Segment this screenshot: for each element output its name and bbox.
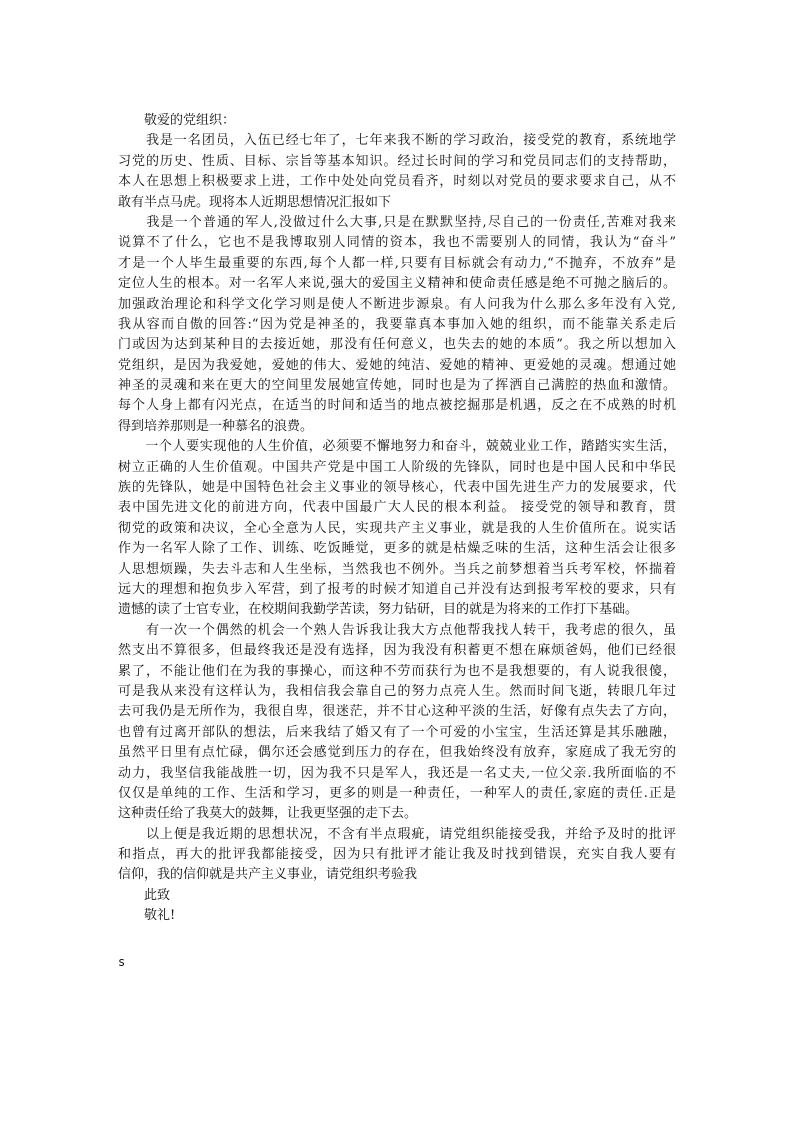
- text-line: 也曾有过离开部队的想法，后来我结了婚又有了一个可爱的小宝宝，生活还算是其乐融融，: [118, 724, 676, 740]
- text-line: 树立正确的人生价值观。中国共产党是中国工人阶级的先锋队，同时也是中国人民和中华民: [118, 459, 676, 475]
- text-line: 神圣的灵魂和来在更大的空间里发展她宣传她，同时也是为了挥洒自己满腔的热血和激情。: [118, 378, 676, 394]
- text-line: 我是一名团员，入伍已经七年了，七年来我不断的学习政治，接受党的教育，系统地学: [118, 133, 676, 149]
- text-line: 虽然平日里有点忙碌，偶尔还会感觉到压力的存在，但我始终没有放弃，家庭成了我无穷的: [118, 745, 676, 761]
- text-line: 得到培养那则是一种慕名的浪费。: [118, 418, 314, 434]
- text-line: 敢有半点马虎。现将本人近期思想情况汇报如下: [118, 194, 392, 210]
- text-line: 和指点，再大的批评我都能接受，因为只有批评才能让我及时找到错误，充实自我人要有: [118, 847, 676, 863]
- text-line: 定位人生的根本。对一名军人来说,强大的爱国主义精神和使命责任感是绝不可抛之脑后的。: [118, 276, 676, 292]
- text-line: 然支出不算很多，但最终我还是没有选择，因为我没有积蓄更不想在麻烦爸妈，他们已经很: [118, 643, 676, 659]
- text-line: 习党的历史、性质、目标、宗旨等基本知识。经过长时间的学习和党员同志们的支持帮助，: [118, 153, 676, 169]
- text-line: 去可我仍是无所作为，我很自卑，很迷茫，并不甘心这种平淡的生活，好像有点失去了方向，: [118, 704, 676, 720]
- text-line: 遗憾的读了士官专业，在校期间我勤学苦读，努力钻研，目的就是为将来的工作打下基础。: [118, 602, 639, 618]
- text-line: 以上便是我近期的思想状况，不含有半点瑕疵，请党组织能接受我，并给予及时的批评: [118, 826, 676, 842]
- stray-mark: s: [118, 955, 126, 969]
- text-line: 每个人身上都有闪光点，在适当的时间和适当的地点被挖掘那是机遇，反之在不成熟的时机: [118, 398, 676, 414]
- text-line: 人思想烦躁，失去斗志和人生坐标，当然我也不例外。当兵之前梦想着当兵考军校，怀揣着: [118, 561, 676, 577]
- text-line: 信仰，我的信仰就是共产主义事业，请党组织考验我: [118, 867, 418, 883]
- text-line: 才是一个人毕生最重要的东西,每个人都一样,只要有目标就会有动力,“不抛弃，不放弃”是: [118, 255, 676, 271]
- text-line: 说算不了什么，它也不是我博取别人同情的资本，我也不需要别人的同情，我认为“奋斗”: [118, 235, 676, 251]
- text-line: 可是我从来没有这样认为，我相信我会靠自己的努力点亮人生。然而时间飞逝，转眼几年过: [118, 683, 676, 699]
- salutation: 敬爱的党组织：: [144, 113, 236, 128]
- text-line: 我是一个普通的军人,没做过什么大事,只是在默默坚持,尽自己的一份责任,苦难对我来: [118, 214, 676, 230]
- text-line: 作为一名军人除了工作、训练、吃饭睡觉，更多的就是枯燥乏味的生活，这种生活会让很多: [118, 541, 676, 557]
- text-line: 累了，不能让他们在为我的事操心，而这种不劳而获行为也不是我想要的，有人说我很傻，: [118, 663, 676, 679]
- text-line: 远大的理想和抱负步入军营，到了报考的时候才知道自己并没有达到报考军校的要求，只有: [118, 581, 676, 597]
- text-line: 仅仅是单纯的工作、生活和学习，更多的则是一种责任，一种军人的责任,家庭的责任.正是: [118, 785, 676, 801]
- text-line: 一个人要实现他的人生价值，必须要不懈地努力和奋斗，兢兢业业工作，踏踏实实生活，: [118, 439, 676, 455]
- text-line: 彻党的政策和决议，全心全意为人民，实现共产主义事业，就是我的人生价值所在。说实话: [118, 520, 676, 536]
- text-line: 党组织，是因为我爱她，爱她的伟大、爱她的纯洁、爱她的精神、更爱她的灵魂。想通过她: [118, 357, 676, 373]
- text-line: 本人在思想上积极要求上进，工作中处处向党员看齐，时刻以对党员的要求要求自己，从不: [118, 174, 676, 190]
- text-line: 有一次一个偶然的机会一个熟人告诉我让我大方点他帮我找人转干，我考虑的很久，虽: [118, 622, 676, 638]
- closing-salute: 敬礼!: [144, 908, 176, 924]
- text-line: 族的先锋队，她是中国特色社会主义事业的领导核心，代表中国先进生产力的发展要求，代: [118, 480, 676, 496]
- text-line: 门或因为达到某种目的去接近她，那没有任何意义，也失去的她的本质”。我之所以想加入: [118, 337, 676, 353]
- text-line: 这种责任给了我莫大的鼓舞，让我更坚强的走下去。: [118, 806, 418, 822]
- closing-regards: 此致: [144, 887, 171, 903]
- text-line: 动力，我坚信我能战胜一切，因为我不只是军人，我还是一名丈夫,一位父亲.我所面临的不: [118, 765, 676, 781]
- paragraph-lines: [118, 131, 676, 885]
- letter-body: [118, 111, 676, 927]
- text-line: 我从容而自傲的回答:“因为党是神圣的，我要靠真本事加入她的组织，而不能靠关系走后: [118, 316, 676, 332]
- text-line: 表中国先进文化的前进方向，代表中国最广大人民的根本利益。 接受党的领导和教育，贯: [118, 500, 676, 516]
- text-line: 加强政治理论和科学文化学习则是使人不断进步源泉。有人问我为什么那么多年没有入党,: [118, 296, 676, 312]
